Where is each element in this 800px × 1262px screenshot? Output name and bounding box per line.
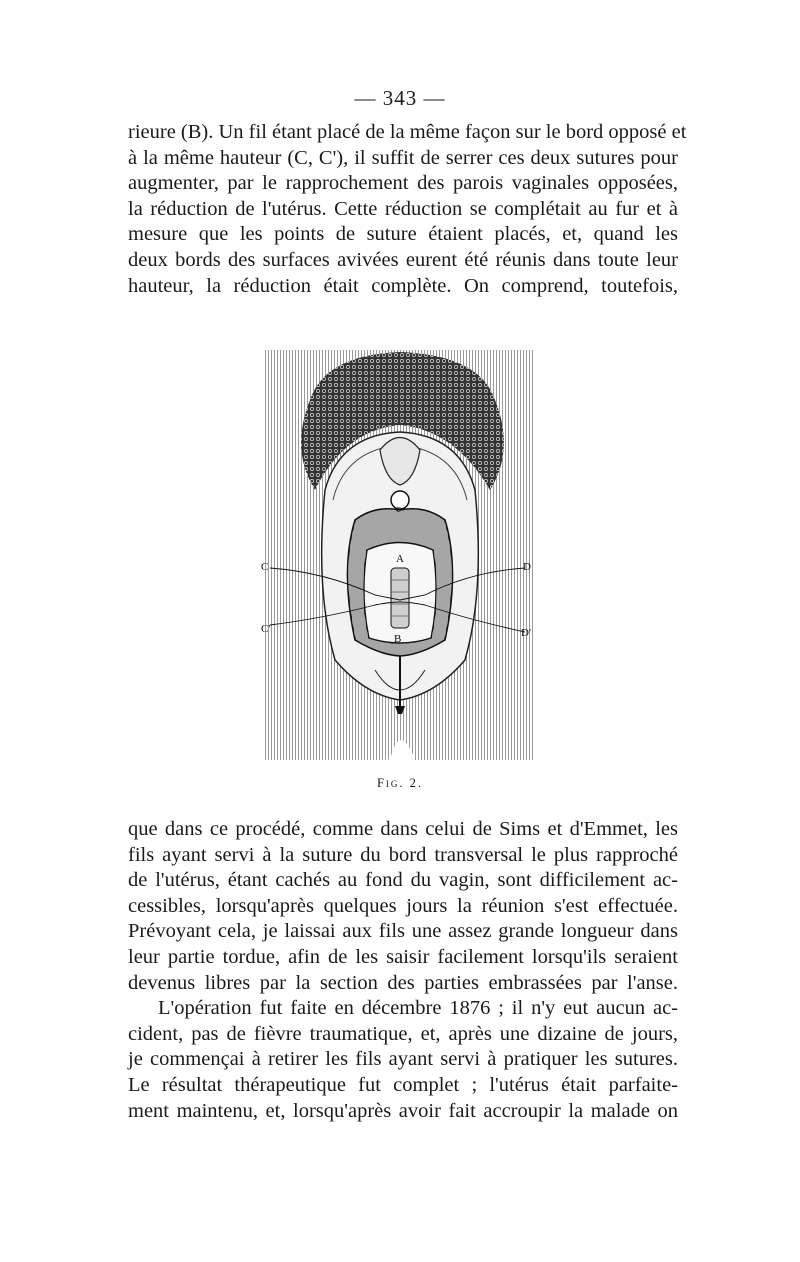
- text-line: de l'utérus, étant cachés au fond du vagin, sont difficilement ac-: [128, 869, 678, 892]
- label-c: C: [261, 561, 269, 573]
- paragraph-top: [128, 120, 687, 299]
- text-line: cessibles, lorsqu'après quelques jours la réunion s'est effectuée.: [128, 894, 678, 917]
- anatomical-figure: [255, 340, 545, 765]
- text-line: Le résultat thérapeutique fut complet ; l'utérus était parfaite-: [128, 1073, 678, 1096]
- figure-illustration: [255, 340, 545, 765]
- text-line: hauteur, la réduction était complète. On comprend, toutefois,: [128, 274, 678, 297]
- label-a: A: [396, 553, 404, 565]
- text-line: Prévoyant cela, je laissai aux fils une assez grande longueur dans: [128, 920, 678, 943]
- text-line: ment maintenu, et, lorsqu'après avoir fait accroupir la malade on: [128, 1099, 678, 1122]
- text-line: la réduction de l'utérus. Cette réduction se complétait au fur et à: [128, 197, 678, 220]
- text-line: devenus libres par la section des parties embrassées par l'anse.: [128, 971, 678, 994]
- label-b: B: [394, 633, 402, 645]
- label-d: D: [523, 561, 531, 573]
- paragraph-bottom: [128, 817, 678, 1124]
- text-line: à la même hauteur (C, C'), il suffit de serrer ces deux sutures pour: [128, 146, 678, 169]
- text-line: leur partie tordue, afin de les saisir facilement lorsqu'ils seraient: [128, 945, 678, 968]
- text-line: fils ayant servi à la suture du bord transversal le plus rapproché: [128, 843, 678, 866]
- text-line: cident, pas de fièvre traumatique, et, après une dizaine de jours,: [128, 1022, 678, 1045]
- figure-caption: Fig. 2.: [376, 776, 424, 790]
- text-line: L'opération fut faite en décembre 1876 ; il n'y eut aucun ac-: [158, 997, 678, 1020]
- text-line: mesure que les points de suture étaient placés, et, quand les: [128, 223, 678, 246]
- text-line: que dans ce procédé, comme dans celui de Sims et d'Emmet, les: [128, 818, 678, 840]
- label-c-prime: C': [261, 623, 271, 635]
- text-line: je commençai à retirer les fils ayant servi à pratiquer les sutures.: [128, 1048, 678, 1071]
- text-line: deux bords des surfaces avivées eurent été réunis dans toute leur: [128, 248, 678, 271]
- label-d-prime: D': [521, 627, 531, 639]
- page-number: — 343 —: [354, 86, 446, 110]
- text-line: rieure (B). Un fil étant placé de la même façon sur le bord opposé et: [128, 121, 687, 143]
- label-c-small: c: [396, 503, 401, 515]
- text-line: augmenter, par le rapprochement des parois vaginales opposées,: [128, 172, 678, 195]
